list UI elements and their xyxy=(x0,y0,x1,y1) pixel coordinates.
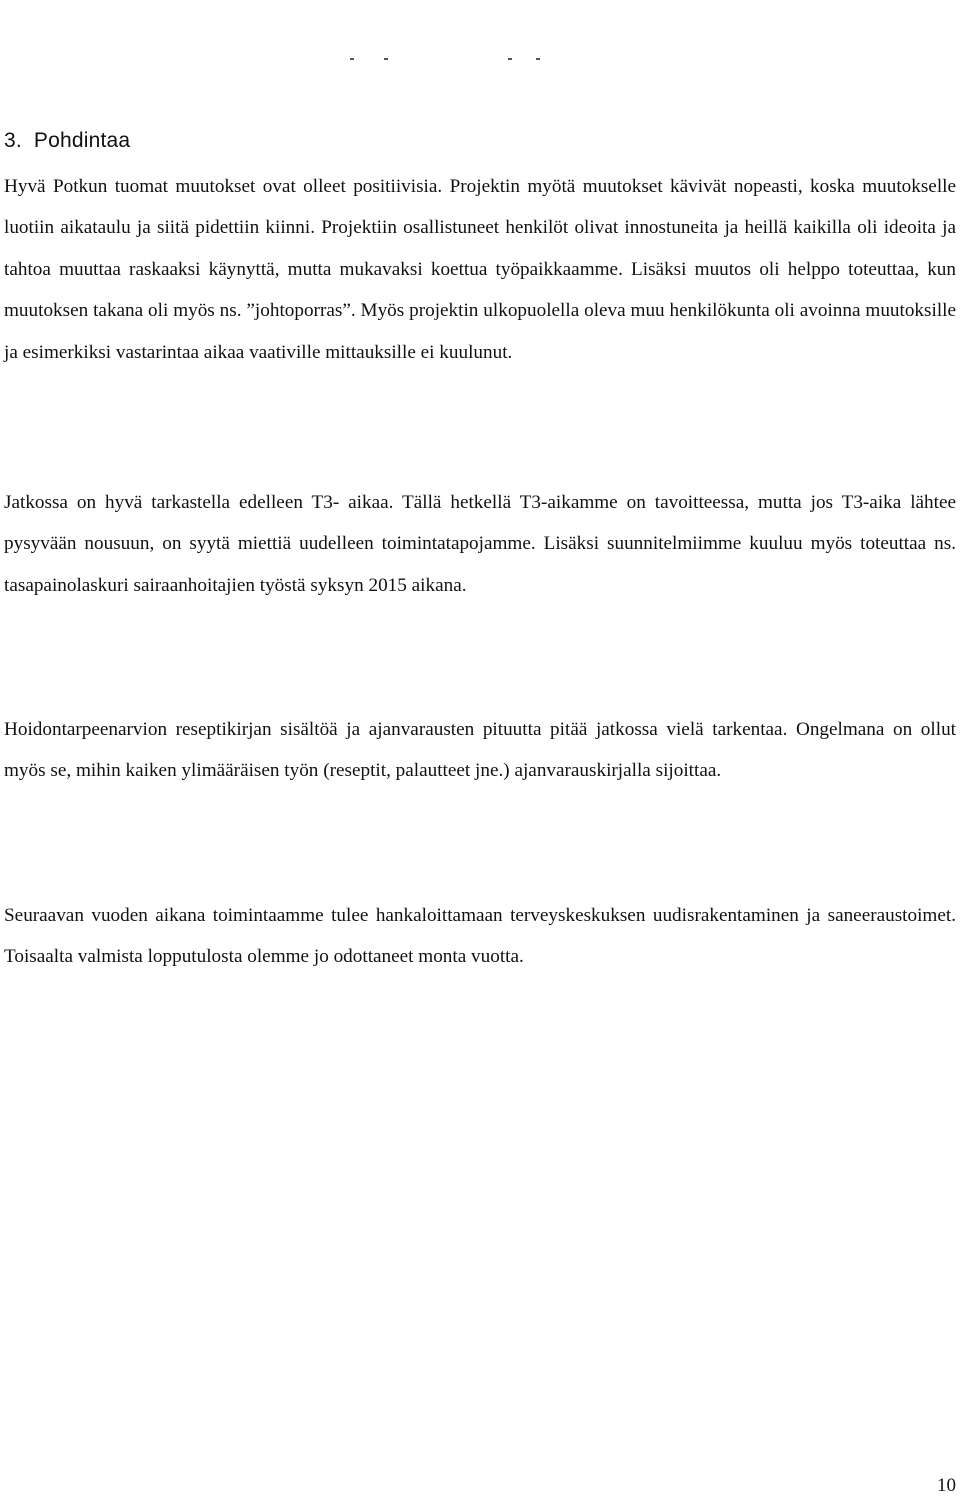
page-number: 10 xyxy=(937,1475,956,1496)
paragraph-prescription-book: Hoidontarpeenarvion reseptikirjan sisältöä ja ajanvarausten pituutta pitää jatkossa vielä tarkentaa. Ongelmana on ollut myös se, mihin kaiken ylimääräisen työn (reseptit, palautteet jne.) ajanvarauskirjalla sijoittaa. xyxy=(4,719,956,782)
paragraph-future-t3: Jatkossa on hyvä tarkastella edelleen T3- aikaa. Tällä hetkellä T3-aikamme on tavoitteessa, mutta jos T3-aika lähtee pysyvään nousuun, on syytä miettiä uudelleen toimintatapojamme. Lisäksi suunnitelmiimme kuuluu myös toteuttaa ns. tasapainolaskuri sairaanhoitajien työstä syksyn 2015 aikana. xyxy=(4,492,956,596)
section-title: Pohdintaa xyxy=(33,129,131,152)
section-number: 3. xyxy=(4,129,22,152)
paragraph-results: Hyvä Potkun tuomat muutokset ovat olleet positiivisia. Projektin myötä muutokset kävivät nopeasti, koska muutokselle luotiin aikataulu ja siitä pidettiin kiinni. Projektiin osallistuneet henkilöt olivat innostuneita ja heillä kaikilla oli ideoita ja tahtoa muuttaa raskaaksi käynyttä, mutta mukavaksi koettua työpaikkaamme. Lisäksi muutos oli helppo toteuttaa, kun muutoksen takana oli myös ns. ”johtoporras”. Myös projektin ulkopuolella oleva muu henkilökunta oli avoinna muutoksille ja esimerkiksi vastarintaa aikaa vaativille mittauksille ei kuulunut. xyxy=(4,176,956,363)
paragraph-next-year: Seuraavan vuoden aikana toimintaamme tulee hankaloittamaan terveyskeskuksen uudisrakentaminen ja saneeraustoimet. Toisaalta valmista lopputulosta olemme jo odottaneet monta vuotta. xyxy=(4,905,956,968)
scan-artifacts xyxy=(350,58,550,64)
section-heading xyxy=(4,126,130,156)
